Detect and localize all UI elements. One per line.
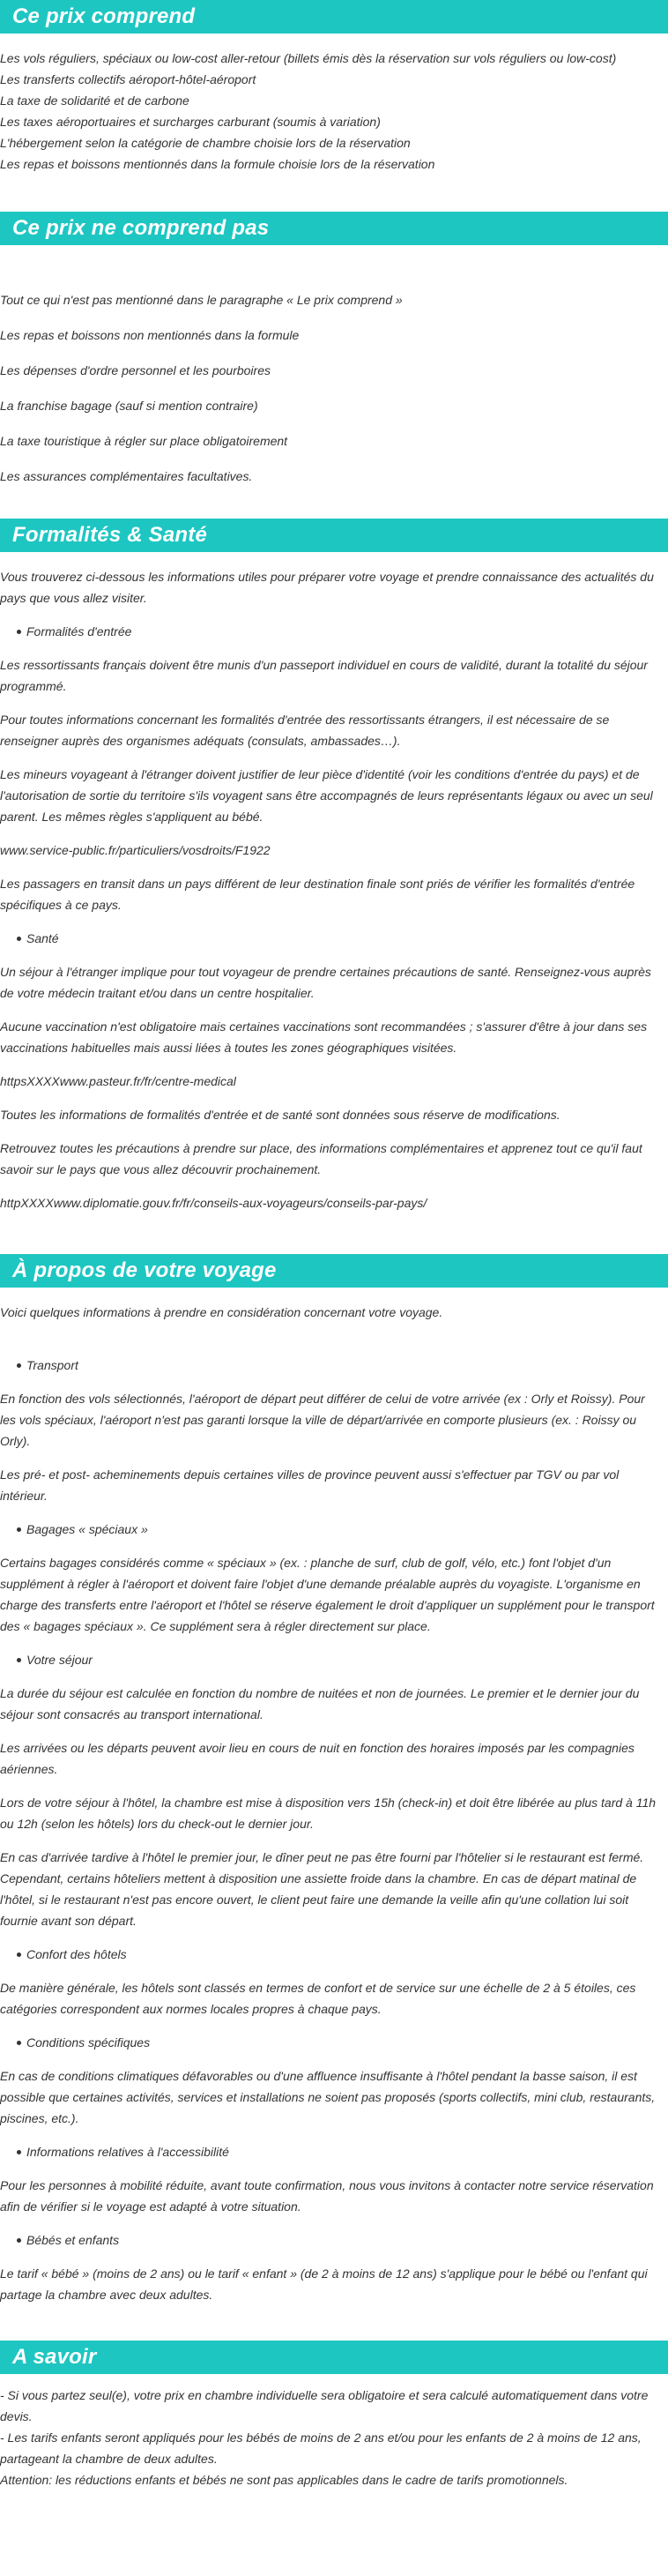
paragraph: En fonction des vols sélectionnés, l'aéroport de départ peut différer de celui de votre arrivée (ex : Orly et Roissy). Pour les vols spéciaux, l'aéroport n'est pas garanti lorsque la ville de départ/arrivée en comporte plusieurs (ex. : Roissy ou Orly).: [0, 1392, 645, 1448]
paragraph: Pour toutes informations concernant les formalités d'entrée des ressortissants étrangers, il est nécessaire de se renseigner auprès des organismes adéquats (consulats, ambassades…).: [0, 713, 610, 748]
section-title: À propos de votre voyage: [0, 1254, 668, 1288]
list-item: Les repas et boissons mentionnés dans la formule choisie lors de la réservation: [0, 157, 435, 171]
paragraph: Les ressortissants français doivent être munis d'un passeport individuel en cours de validité, durant la totalité du séjour programmé.: [0, 658, 648, 693]
section-title: Ce prix comprend: [0, 0, 668, 34]
paragraph: Aucune vaccination n'est obligatoire mais certaines vaccinations sont recommandées ; s'assurer d'être à jour dans ses vaccinations habituelles mais aussi liées à toutes les zones géographiques visitées.: [0, 1019, 648, 1055]
intro-paragraph: Voici quelques informations à prendre en considération concernant votre voyage.: [0, 1305, 443, 1319]
excluded-list: [0, 245, 668, 487]
list-item: Tout ce qui n'est pas mentionné dans le paragraphe « Le prix comprend »: [0, 293, 403, 307]
bullet-bebes-enfants: Bébés et enfants: [0, 2229, 668, 2251]
section-formalites-sante: [0, 519, 668, 1213]
list-item: La franchise bagage (sauf si mention contraire): [0, 399, 258, 413]
paragraph: Certains bagages considérés comme « spéciaux » (ex. : planche de surf, club de golf, vélo, etc.) font l'objet d'un supplément à régler à l'aéroport et doivent faire l'objet d'une demande préalable auprès du voyagiste. L'organisme en charge des transferts entre l'aéroport et l'hôtel se réserve également le droit d'appliquer un supplément pour le transport des « bagages spéciaux ». Ce supplément sera à régler directement sur place.: [0, 1556, 655, 1633]
list-item: Les transferts collectifs aéroport-hôtel-aéroport: [0, 72, 256, 86]
paragraph: Un séjour à l'étranger implique pour tout voyageur de prendre certaines précautions de santé. Renseignez-vous auprès de votre médecin traitant et/ou dans un centre hospitalier.: [0, 965, 651, 1000]
paragraph: Les mineurs voyageant à l'étranger doivent justifier de leur pièce d'identité (voir les conditions d'entrée du pays) et de l'autorisation de sortie du territoire s'ils voyagent sans être accompagnés de leurs représentants légaux ou avec un seul parent. Les mêmes règles s'appliquent au bébé.: [0, 767, 653, 824]
paragraph: Les passagers en transit dans un pays différent de leur destination finale sont priés de vérifier les formalités d'entrée spécifiques à ce pays.: [0, 877, 635, 912]
paragraph: Les arrivées ou les départs peuvent avoir lieu en cours de nuit en fonction des horaires imposés par les compagnies aériennes.: [0, 1741, 635, 1776]
section-prix-non-comprend: [0, 212, 668, 487]
section-a-savoir: [0, 2341, 668, 2490]
list-item: L'hébergement selon la catégorie de chambre choisie lors de la réservation: [0, 136, 411, 150]
section-prix-comprend: [0, 0, 668, 175]
list-item: Les assurances complémentaires facultatives.: [0, 469, 253, 483]
note-line: Attention: les réductions enfants et bébés ne sont pas applicables dans le cadre de tarifs promotionnels.: [0, 2473, 568, 2487]
paragraph: Toutes les informations de formalités d'entrée et de santé sont données sous réserve de modifications.: [0, 1108, 560, 1122]
paragraph: La durée du séjour est calculée en fonction du nombre de nuitées et non de journées. Le premier et le dernier jour du séjour sont consacrés au transport international.: [0, 1686, 640, 1721]
section-title: Ce prix ne comprend pas: [0, 212, 668, 245]
paragraph: Les pré- et post- acheminements depuis certaines villes de province peuvent aussi s'effectuer par TGV ou par vol intérieur.: [0, 1467, 620, 1503]
bullet-conditions-specifiques: Conditions spécifiques: [0, 2032, 668, 2053]
diplomatie-link[interactable]: httpXXXXwww.diplomatie.gouv.fr/fr/conseils-aux-voyageurs/conseils-par-pays/: [0, 1196, 427, 1210]
included-list: [0, 48, 668, 175]
paragraph: De manière générale, les hôtels sont classés en termes de confort et de service sur une échelle de 2 à 5 étoiles, ces catégories correspondent aux normes locales propres à chaque pays.: [0, 1981, 636, 2016]
list-item: La taxe touristique à régler sur place obligatoirement: [0, 434, 288, 448]
note-line: - Les tarifs enfants seront appliqués pour les bébés de moins de 2 ans et/ou pour les enfants de 2 à moins de 12 ans, partageant la chambre de deux adultes.: [0, 2430, 642, 2466]
service-public-link[interactable]: www.service-public.fr/particuliers/vosdroits/F1922: [0, 843, 271, 857]
intro-paragraph: Vous trouverez ci-dessous les informations utiles pour préparer votre voyage et prendre connaissance des actualités du pays que vous allez visiter.: [0, 570, 654, 605]
bullet-votre-sejour: Votre séjour: [0, 1649, 668, 1670]
list-item: Les dépenses d'ordre personnel et les pourboires: [0, 363, 271, 377]
paragraph: Retrouvez toutes les précautions à prendre sur place, des informations complémentaires et apprenez tout ce qu'il faut savoir sur le pays que vous allez découvrir prochainement.: [0, 1141, 642, 1176]
pasteur-link[interactable]: httpsXXXXwww.pasteur.fr/fr/centre-medical: [0, 1074, 236, 1088]
list-item: La taxe de solidarité et de carbone: [0, 93, 189, 108]
bullet-bagages-speciaux: Bagages « spéciaux »: [0, 1519, 668, 1540]
bullet-confort-hotels: Confort des hôtels: [0, 1944, 668, 1965]
paragraph: Pour les personnes à mobilité réduite, avant toute confirmation, nous vous invitons à contacter notre service réservation afin de vérifier si le voyage est adapté à votre situation.: [0, 2178, 654, 2214]
note-line: - Si vous partez seul(e), votre prix en chambre individuelle sera obligatoire et sera calculé automatiquement dans votre devis.: [0, 2388, 649, 2423]
bullet-formalites-entree: Formalités d'entrée: [0, 621, 668, 642]
section-title: A savoir: [0, 2341, 668, 2374]
paragraph: Lors de votre séjour à l'hôtel, la chambre est mise à disposition vers 15h (check-in) et doit être libérée au plus tard à 11h ou 12h (selon les hôtels) lors du check-out le dernier jour.: [0, 1796, 657, 1831]
paragraph: En cas d'arrivée tardive à l'hôtel le premier jour, le dîner peut ne pas être fourni par l'hôtelier si le restaurant est fermé. Cependant, certains hôteliers mettent à disposition une assiette froide dans la chambre. En cas de départ matinal de l'hôtel, si le restaurant n'est pas encore ouvert, le client peut faire une demande la veille afin qu'une collation lui soit fournie avant son départ.: [0, 1850, 644, 1928]
bullet-accessibilite: Informations relatives à l'accessibilité: [0, 2141, 668, 2162]
paragraph: Le tarif « bébé » (moins de 2 ans) ou le tarif « enfant » (de 2 à moins de 12 ans) s'applique pour le bébé ou l'enfant qui partage la chambre avec deux adultes.: [0, 2266, 648, 2302]
list-item: Les repas et boissons non mentionnés dans la formule: [0, 328, 300, 342]
paragraph: En cas de conditions climatiques défavorables ou d'une affluence insuffisante à l'hôtel pendant la basse saison, il est possible que certaines activités, services et installations ne soient pas proposés (sports collectifs, mini club, restaurants, piscines, etc.).: [0, 2069, 656, 2125]
bullet-sante: Santé: [0, 928, 668, 949]
list-item: Les vols réguliers, spéciaux ou low-cost aller-retour (billets émis dès la réservation sur vols réguliers ou low-cost): [0, 51, 617, 65]
list-item: Les taxes aéroportuaires et surcharges carburant (soumis à variation): [0, 115, 381, 129]
section-title: Formalités & Santé: [0, 519, 668, 552]
section-a-propos: [0, 1254, 668, 2305]
bullet-transport: Transport: [0, 1355, 668, 1376]
